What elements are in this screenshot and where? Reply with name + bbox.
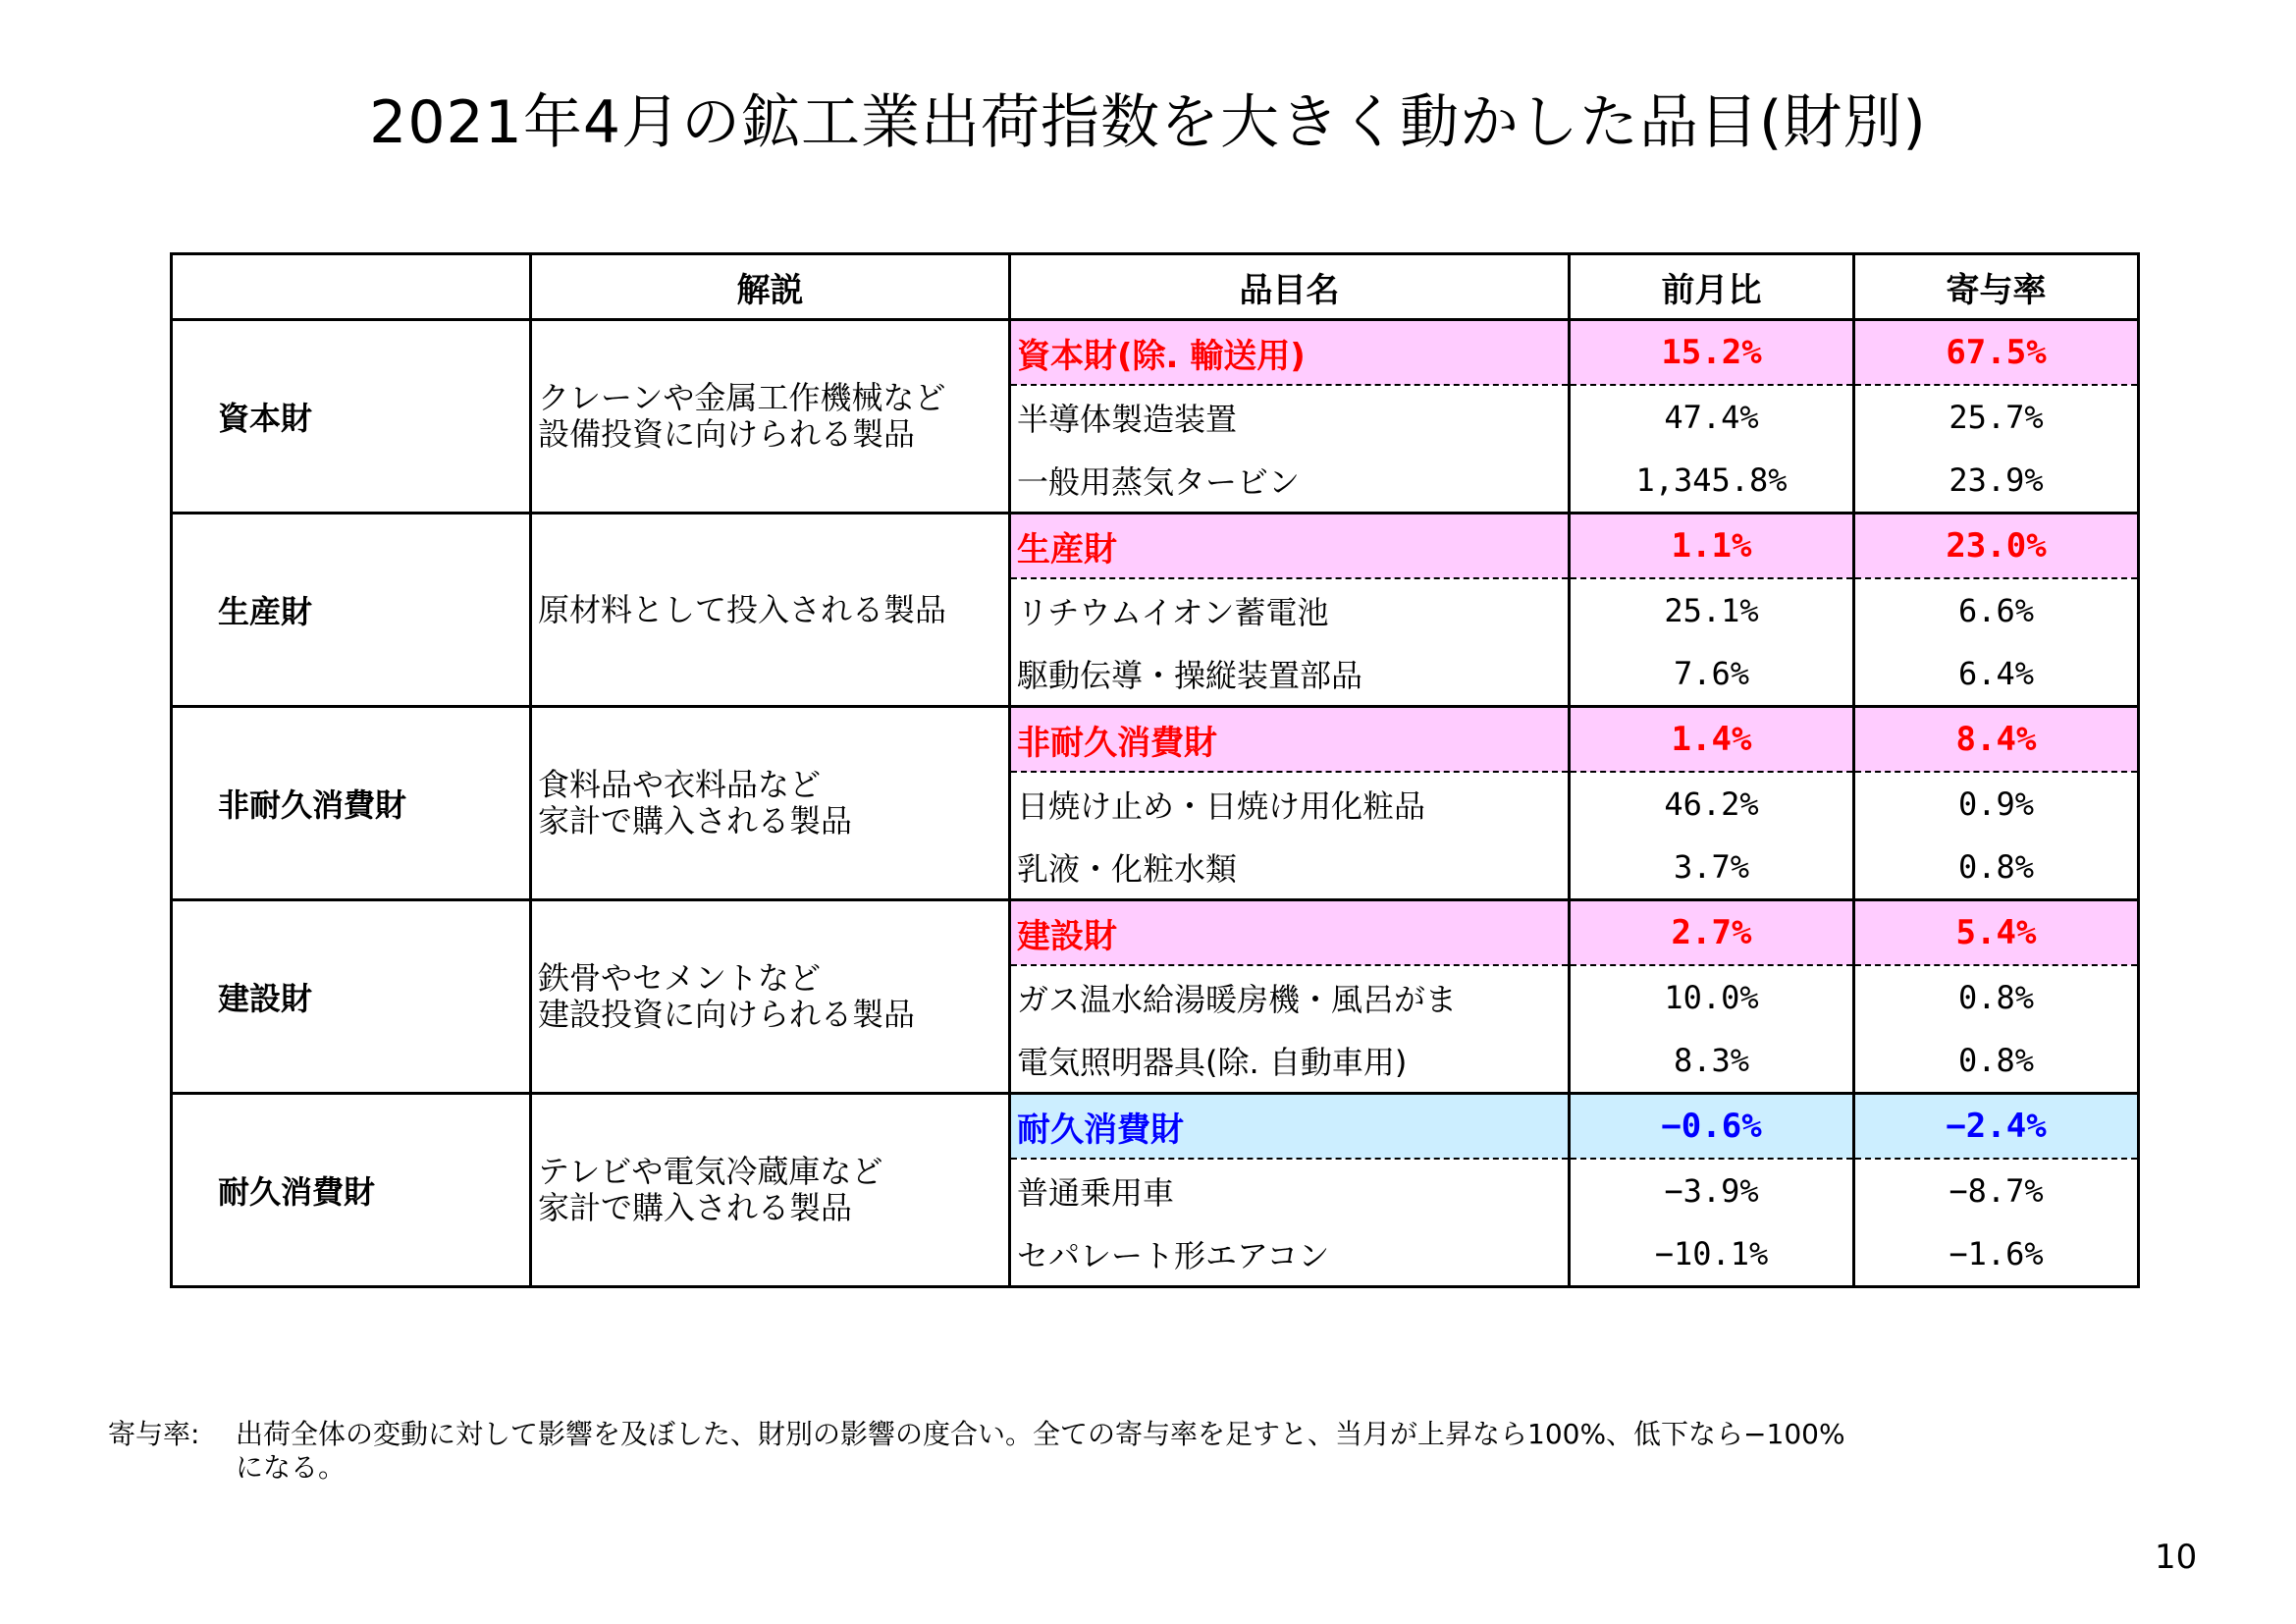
header-description: 解説 bbox=[531, 254, 1010, 320]
item-name: 半導体製造装置 bbox=[1010, 385, 1570, 449]
items-table bbox=[170, 252, 2140, 1288]
item-mom: 3.7% bbox=[1570, 836, 1854, 900]
item-contribution: 23.9% bbox=[1854, 449, 2139, 514]
table-row bbox=[172, 900, 2139, 966]
item-name: セパレート形エアコン bbox=[1010, 1222, 1570, 1287]
item-name: 乳液・化粧水類 bbox=[1010, 836, 1570, 900]
category-name: 建設財 bbox=[172, 900, 531, 1094]
item-contribution: 0.9% bbox=[1854, 772, 2139, 836]
item-contribution: 6.4% bbox=[1854, 642, 2139, 707]
item-mom: −3.9% bbox=[1570, 1159, 1854, 1222]
summary-item-name: 生産財 bbox=[1010, 514, 1570, 579]
item-contribution: 0.8% bbox=[1854, 1029, 2139, 1094]
description-line: クレーンや金属工作機械など bbox=[538, 379, 946, 416]
summary-contribution: 23.0% bbox=[1854, 514, 2139, 579]
category-description bbox=[531, 1094, 1010, 1287]
category-description bbox=[531, 514, 1010, 707]
page-title: 2021年4月の鉱工業出荷指数を大きく動かした品目(財別) bbox=[369, 88, 1927, 157]
item-contribution: −1.6% bbox=[1854, 1222, 2139, 1287]
item-mom: 47.4% bbox=[1570, 385, 1854, 449]
item-name: 普通乗用車 bbox=[1010, 1159, 1570, 1222]
item-name: 一般用蒸気タービン bbox=[1010, 449, 1570, 514]
footnote-line: になる。 bbox=[236, 1451, 347, 1484]
item-name: 駆動伝導・操縦装置部品 bbox=[1010, 642, 1570, 707]
summary-mom: 1.4% bbox=[1570, 707, 1854, 773]
page-number: 10 bbox=[2155, 1538, 2198, 1577]
item-name: ガス温水給湯暖房機・風呂がま bbox=[1010, 965, 1570, 1029]
description-line: 鉄骨やセメントなど bbox=[538, 959, 822, 997]
item-mom: 25.1% bbox=[1570, 578, 1854, 642]
header-category bbox=[172, 254, 531, 320]
description-line: 家計で購入される製品 bbox=[538, 802, 853, 839]
summary-item-name: 耐久消費財 bbox=[1010, 1094, 1570, 1160]
header-contribution: 寄与率 bbox=[1854, 254, 2139, 320]
category-name: 生産財 bbox=[172, 514, 531, 707]
item-name: 日焼け止め・日焼け用化粧品 bbox=[1010, 772, 1570, 836]
item-mom: 46.2% bbox=[1570, 772, 1854, 836]
category-name: 非耐久消費財 bbox=[172, 707, 531, 900]
description-line: テレビや電気冷蔵庫など bbox=[538, 1153, 883, 1190]
footnote-body bbox=[236, 1418, 1845, 1485]
footnote-line: 出荷全体の変動に対して影響を及ぼした、財別の影響の度合い。全ての寄与率を足すと、当月が上昇なら100%、低下なら−100% bbox=[236, 1418, 1845, 1450]
summary-item-name: 資本財(除. 輸送用) bbox=[1010, 320, 1570, 386]
description-line: 家計で購入される製品 bbox=[538, 1189, 853, 1226]
description-line: 建設投資に向けられる製品 bbox=[538, 996, 916, 1033]
category-description bbox=[531, 320, 1010, 514]
item-mom: 7.6% bbox=[1570, 642, 1854, 707]
item-mom: 8.3% bbox=[1570, 1029, 1854, 1094]
item-mom: 1,345.8% bbox=[1570, 449, 1854, 514]
summary-contribution: 5.4% bbox=[1854, 900, 2139, 966]
item-contribution: 6.6% bbox=[1854, 578, 2139, 642]
item-contribution: 25.7% bbox=[1854, 385, 2139, 449]
summary-item-name: 建設財 bbox=[1010, 900, 1570, 966]
item-contribution: −8.7% bbox=[1854, 1159, 2139, 1222]
summary-contribution: −2.4% bbox=[1854, 1094, 2139, 1160]
footnote bbox=[108, 1418, 1845, 1485]
item-mom: −10.1% bbox=[1570, 1222, 1854, 1287]
item-contribution: 0.8% bbox=[1854, 965, 2139, 1029]
category-name: 資本財 bbox=[172, 320, 531, 514]
table-row bbox=[172, 1094, 2139, 1160]
table-row bbox=[172, 707, 2139, 773]
header-item-name: 品目名 bbox=[1010, 254, 1570, 320]
item-mom: 10.0% bbox=[1570, 965, 1854, 1029]
summary-item-name: 非耐久消費財 bbox=[1010, 707, 1570, 773]
summary-mom: −0.6% bbox=[1570, 1094, 1854, 1160]
item-contribution: 0.8% bbox=[1854, 836, 2139, 900]
summary-mom: 2.7% bbox=[1570, 900, 1854, 966]
header-month-over-month: 前月比 bbox=[1570, 254, 1854, 320]
table-row bbox=[172, 320, 2139, 386]
summary-mom: 1.1% bbox=[1570, 514, 1854, 579]
item-name: 電気照明器具(除. 自動車用) bbox=[1010, 1029, 1570, 1094]
table-header-row bbox=[172, 254, 2139, 320]
description-line: 設備投資に向けられる製品 bbox=[538, 415, 916, 453]
summary-mom: 15.2% bbox=[1570, 320, 1854, 386]
summary-contribution: 67.5% bbox=[1854, 320, 2139, 386]
table-row bbox=[172, 514, 2139, 579]
summary-contribution: 8.4% bbox=[1854, 707, 2139, 773]
item-name: リチウムイオン蓄電池 bbox=[1010, 578, 1570, 642]
footnote-label: 寄与率: bbox=[108, 1418, 200, 1450]
description-line: 食料品や衣料品など bbox=[538, 766, 822, 803]
category-description bbox=[531, 707, 1010, 900]
category-name: 耐久消費財 bbox=[172, 1094, 531, 1287]
description-line: 原材料として投入される製品 bbox=[538, 590, 947, 628]
category-description bbox=[531, 900, 1010, 1094]
